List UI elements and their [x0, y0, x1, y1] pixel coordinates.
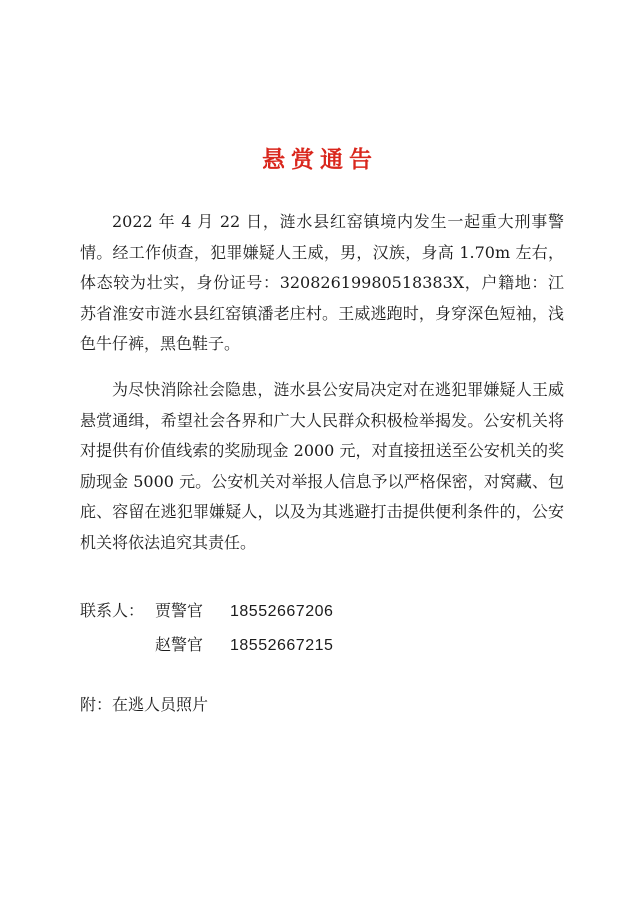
contact-row: [80, 632, 333, 659]
officer-phone: 18552667206: [230, 603, 334, 620]
notice-paragraph-incident: 2022 年 4 月 22 日，涟水县红窑镇境内发生一起重大刑事警情。经工作侦查，犯罪嫌疑人王威，男，汉族，身高 1.70m 左右，体态较为壮实，身份证号：32082619980518383X，户籍地：江苏省淮安市涟水县红窑镇潘老庄村。王威逃跑时，身穿深色短袖，浅色牛仔裤，黑色鞋子。: [80, 212, 564, 353]
contact-row: [80, 598, 333, 625]
contact-label: 联系人：: [80, 601, 145, 620]
notice-paragraph-reward: 为尽快消除社会隐患，涟水县公安局决定对在逃犯罪嫌疑人王威悬赏通缉，希望社会各界和广大人民群众积极检举揭发。公安机关将对提供有价值线索的奖励现金 2000 元，对直接扭送至公安机关的奖励现金 5000 元。公安机关对举报人信息予以严格保密，对窝藏、包庇、容留在逃犯罪嫌疑人，以及为其逃避打击提供便利条件的，公安机关将依法追究其责任。: [80, 380, 564, 552]
attachment-note: 附：在逃人员照片: [80, 695, 209, 714]
notice-title: 悬赏通告: [262, 146, 378, 173]
officer-name: 贾警官: [155, 601, 204, 620]
officer-name: 赵警官: [155, 635, 204, 654]
officer-phone: 18552667215: [230, 637, 334, 654]
